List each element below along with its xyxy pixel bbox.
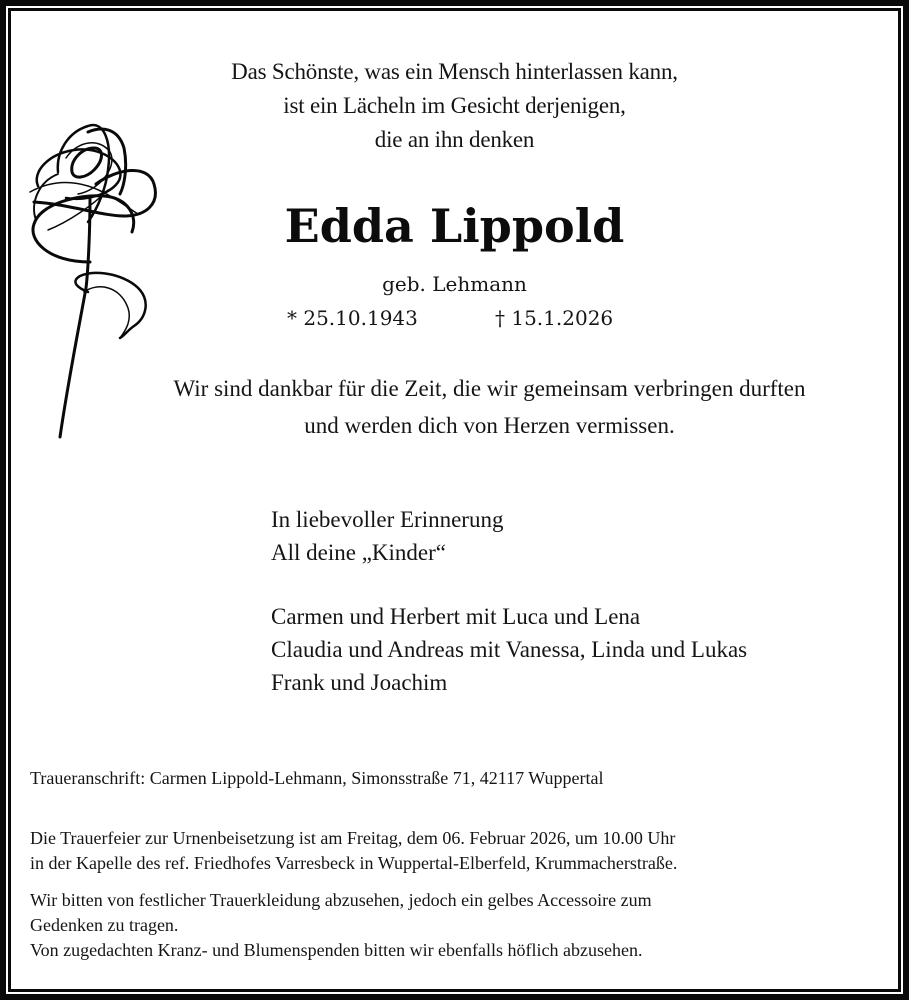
ceremony-line: Die Trauerfeier zur Urnenbeisetzung ist am Freitag, dem 06. Februar 2026, um 10.00 Uhr [30,828,676,848]
family-intro-line: All deine „Kinder“ [271,540,446,565]
ceremony-line: in der Kapelle des ref. Friedhofes Varresbeck in Wuppertal-Elberfeld, Krummacherstraße. [30,853,678,873]
deceased-name: Edda Lippold [284,199,625,253]
memorial-quote [0,55,909,157]
family-members [271,600,747,699]
family-intro [271,503,503,569]
request-line: Gedenken zu tragen. [30,915,179,935]
mourning-address [30,766,604,791]
quote-line: die an ihn denken [374,127,535,152]
thanks-message [60,370,889,444]
quote-line: Das Schönste, was ein Mensch hinterlassen kann, [231,59,678,84]
family-member-line: Carmen und Herbert mit Luca und Lena [271,604,641,629]
request-line: Wir bitten von festlicher Trauerkleidung abzusehen, jedoch ein gelbes Accessoire zum [30,890,652,910]
death-date: † 15.1.2026 [495,306,614,330]
family-requests [30,888,652,963]
maiden-name: geb. Lehmann [382,272,527,296]
thanks-line: Wir sind dankbar für die Zeit, die wir gemeinsam verbringen durften [173,376,806,401]
ceremony-details [30,826,677,876]
address-line: Traueranschrift: Carmen Lippold-Lehmann, Simonsstraße 71, 42117 Wuppertal [30,768,604,788]
birth-date: * 25.10.1943 [287,306,418,330]
thanks-line: und werden dich von Herzen vermissen. [304,413,675,438]
family-member-line: Frank und Joachim [271,670,448,695]
family-intro-line: In liebevoller Erinnerung [271,507,504,532]
request-line: Von zugedachten Kranz- und Blumenspenden bitten wir ebenfalls höflich abzusehen. [30,940,643,960]
quote-line: ist ein Lächeln im Gesicht derjenigen, [283,93,626,118]
family-member-line: Claudia und Andreas mit Vanessa, Linda und Lukas [271,637,748,662]
